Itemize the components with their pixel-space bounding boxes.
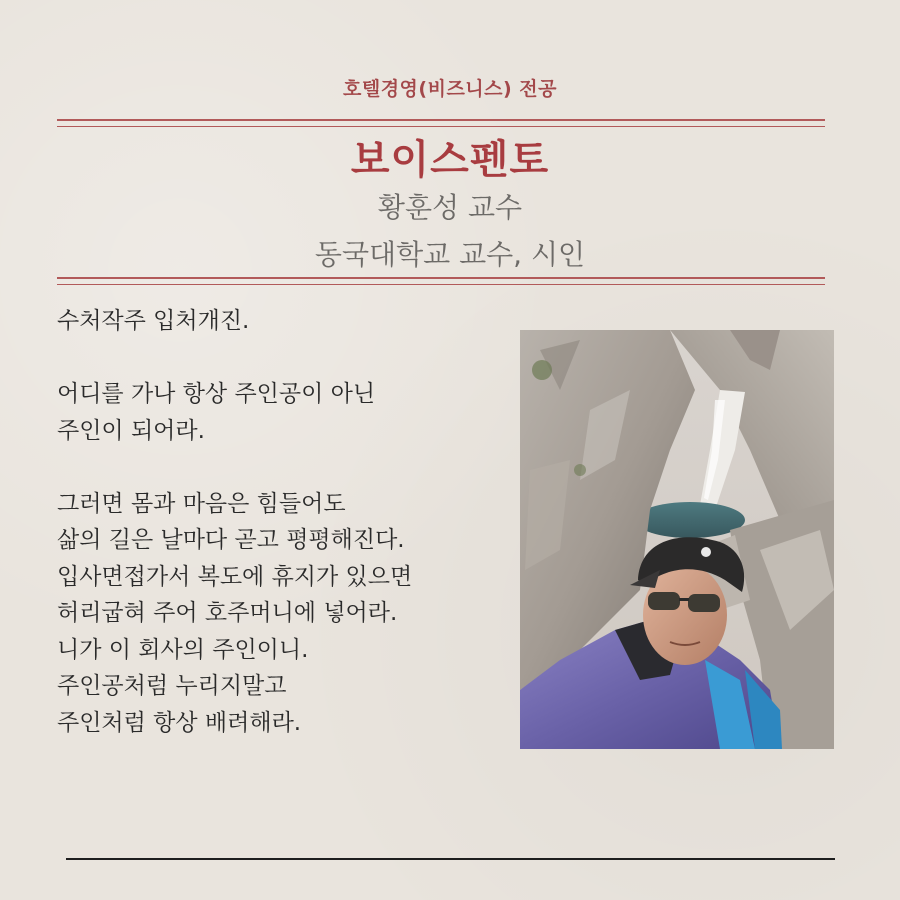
poem-line: 삶의 길은 날마다 곧고 평평해진다. [57, 527, 405, 553]
poem-line: 주인이 되어라. [57, 417, 205, 444]
page-title: 보이스펜토 [350, 137, 550, 183]
top-divider [57, 119, 825, 121]
poem-line: 어디를 가나 항상 주인공이 아닌 [57, 381, 376, 407]
category-label: 호텔경영(비즈니스) 전공 [342, 78, 558, 100]
footer-divider [66, 858, 835, 860]
author-photo [520, 330, 834, 749]
poem-line: 수처작주 입처개진. [57, 308, 250, 334]
poem-line: 주인처럼 항상 배려해라. [57, 709, 302, 736]
author-affiliation: 동국대학교 교수, 시인 [314, 238, 586, 271]
author-name: 황훈성 교수 [377, 191, 523, 224]
poem-line: 입사면접가서 복도에 휴지가 있으면 [57, 563, 413, 590]
poem-line: 그러면 몸과 마음은 힘들어도 [57, 490, 346, 517]
poem-line: 허리굽혀 주어 호주머니에 넣어라. [57, 600, 398, 626]
bottom-header-divider [57, 277, 825, 279]
poem-line: 니가 이 회사의 주인이니. [57, 636, 309, 663]
bottom-header-divider-thin [57, 284, 825, 285]
poem-line: 주인공처럼 누리지말고 [57, 673, 287, 699]
poem-body [57, 303, 497, 741]
top-divider-thin [57, 126, 825, 127]
